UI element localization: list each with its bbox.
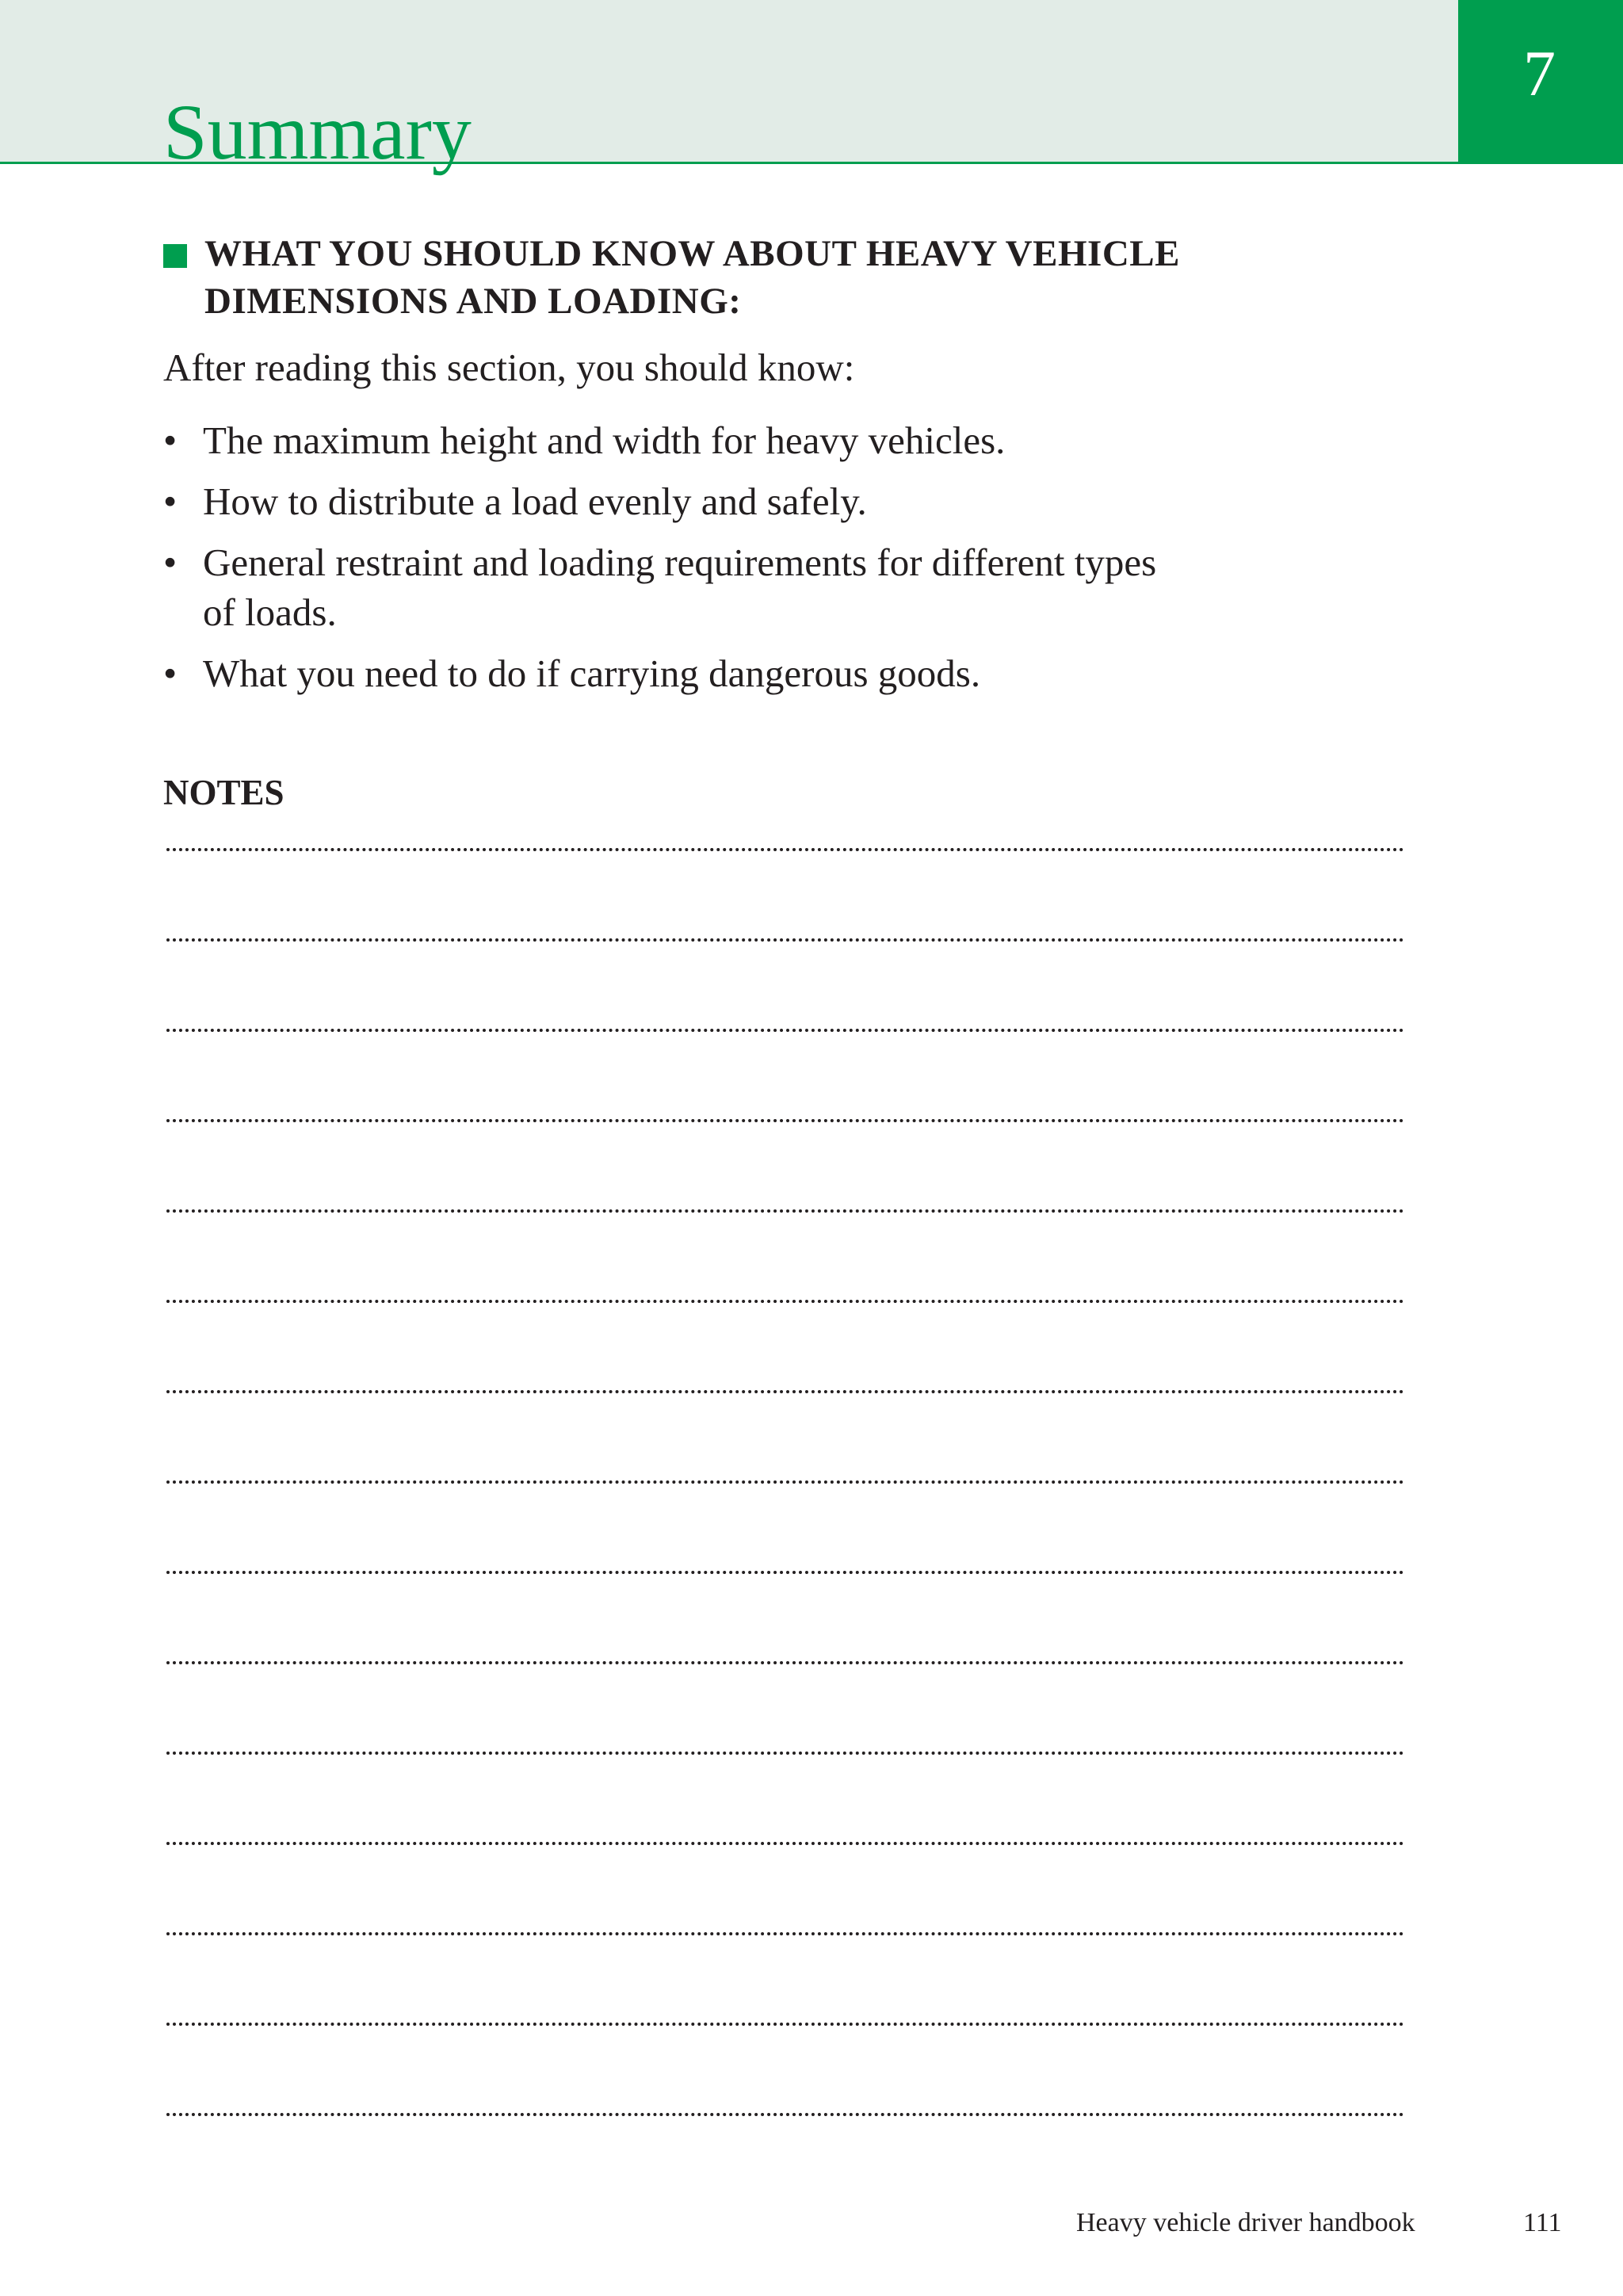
- page-number: 111: [1523, 2208, 1562, 2237]
- section-heading: [163, 230, 1400, 325]
- notes-line[interactable]: [166, 1029, 1404, 1032]
- notes-line[interactable]: [166, 1390, 1404, 1393]
- notes-line[interactable]: [166, 1752, 1404, 1755]
- list-item-text: What you need to do if carrying dangerous goods.: [203, 651, 981, 695]
- list-item: [163, 537, 1193, 637]
- bullet-icon: •: [163, 651, 178, 695]
- list-item: [163, 415, 1193, 465]
- page-title: Summary: [163, 88, 472, 176]
- footer-title: Heavy vehicle driver handbook: [1076, 2208, 1415, 2237]
- list-item: [163, 648, 1193, 698]
- notes-line[interactable]: [166, 1119, 1404, 1122]
- notes-line[interactable]: [166, 848, 1404, 851]
- square-bullet-icon: [163, 244, 187, 268]
- notes-line[interactable]: [166, 938, 1404, 942]
- list-item-text: The maximum height and width for heavy vehicles.: [203, 418, 1006, 462]
- bullet-icon: •: [163, 418, 178, 462]
- bullet-icon: •: [163, 479, 178, 523]
- chapter-number: 7: [1523, 37, 1556, 109]
- notes-line[interactable]: [166, 1842, 1404, 1845]
- notes-line[interactable]: [166, 1209, 1404, 1213]
- notes-label: NOTES: [163, 773, 285, 812]
- section-heading-line-1: WHAT YOU SHOULD KNOW ABOUT HEAVY VEHICLE: [204, 233, 1180, 274]
- knowledge-list: [163, 415, 1193, 709]
- notes-line[interactable]: [166, 2113, 1404, 2116]
- section-intro: After reading this section, you should know:: [163, 346, 855, 389]
- list-item: [163, 476, 1193, 526]
- section-heading-line-2: DIMENSIONS AND LOADING:: [204, 281, 742, 322]
- notes-line[interactable]: [166, 2023, 1404, 2026]
- list-item-text: How to distribute a load evenly and safely.: [203, 479, 867, 523]
- notes-line[interactable]: [166, 1661, 1404, 1664]
- list-item-text: General restraint and loading requirements for different types of loads.: [203, 541, 1157, 634]
- bullet-icon: •: [163, 541, 178, 584]
- notes-line[interactable]: [166, 1300, 1404, 1303]
- section-heading-text: [204, 230, 1400, 325]
- notes-line[interactable]: [166, 1932, 1404, 1935]
- notes-line[interactable]: [166, 1480, 1404, 1484]
- notes-line[interactable]: [166, 1571, 1404, 1574]
